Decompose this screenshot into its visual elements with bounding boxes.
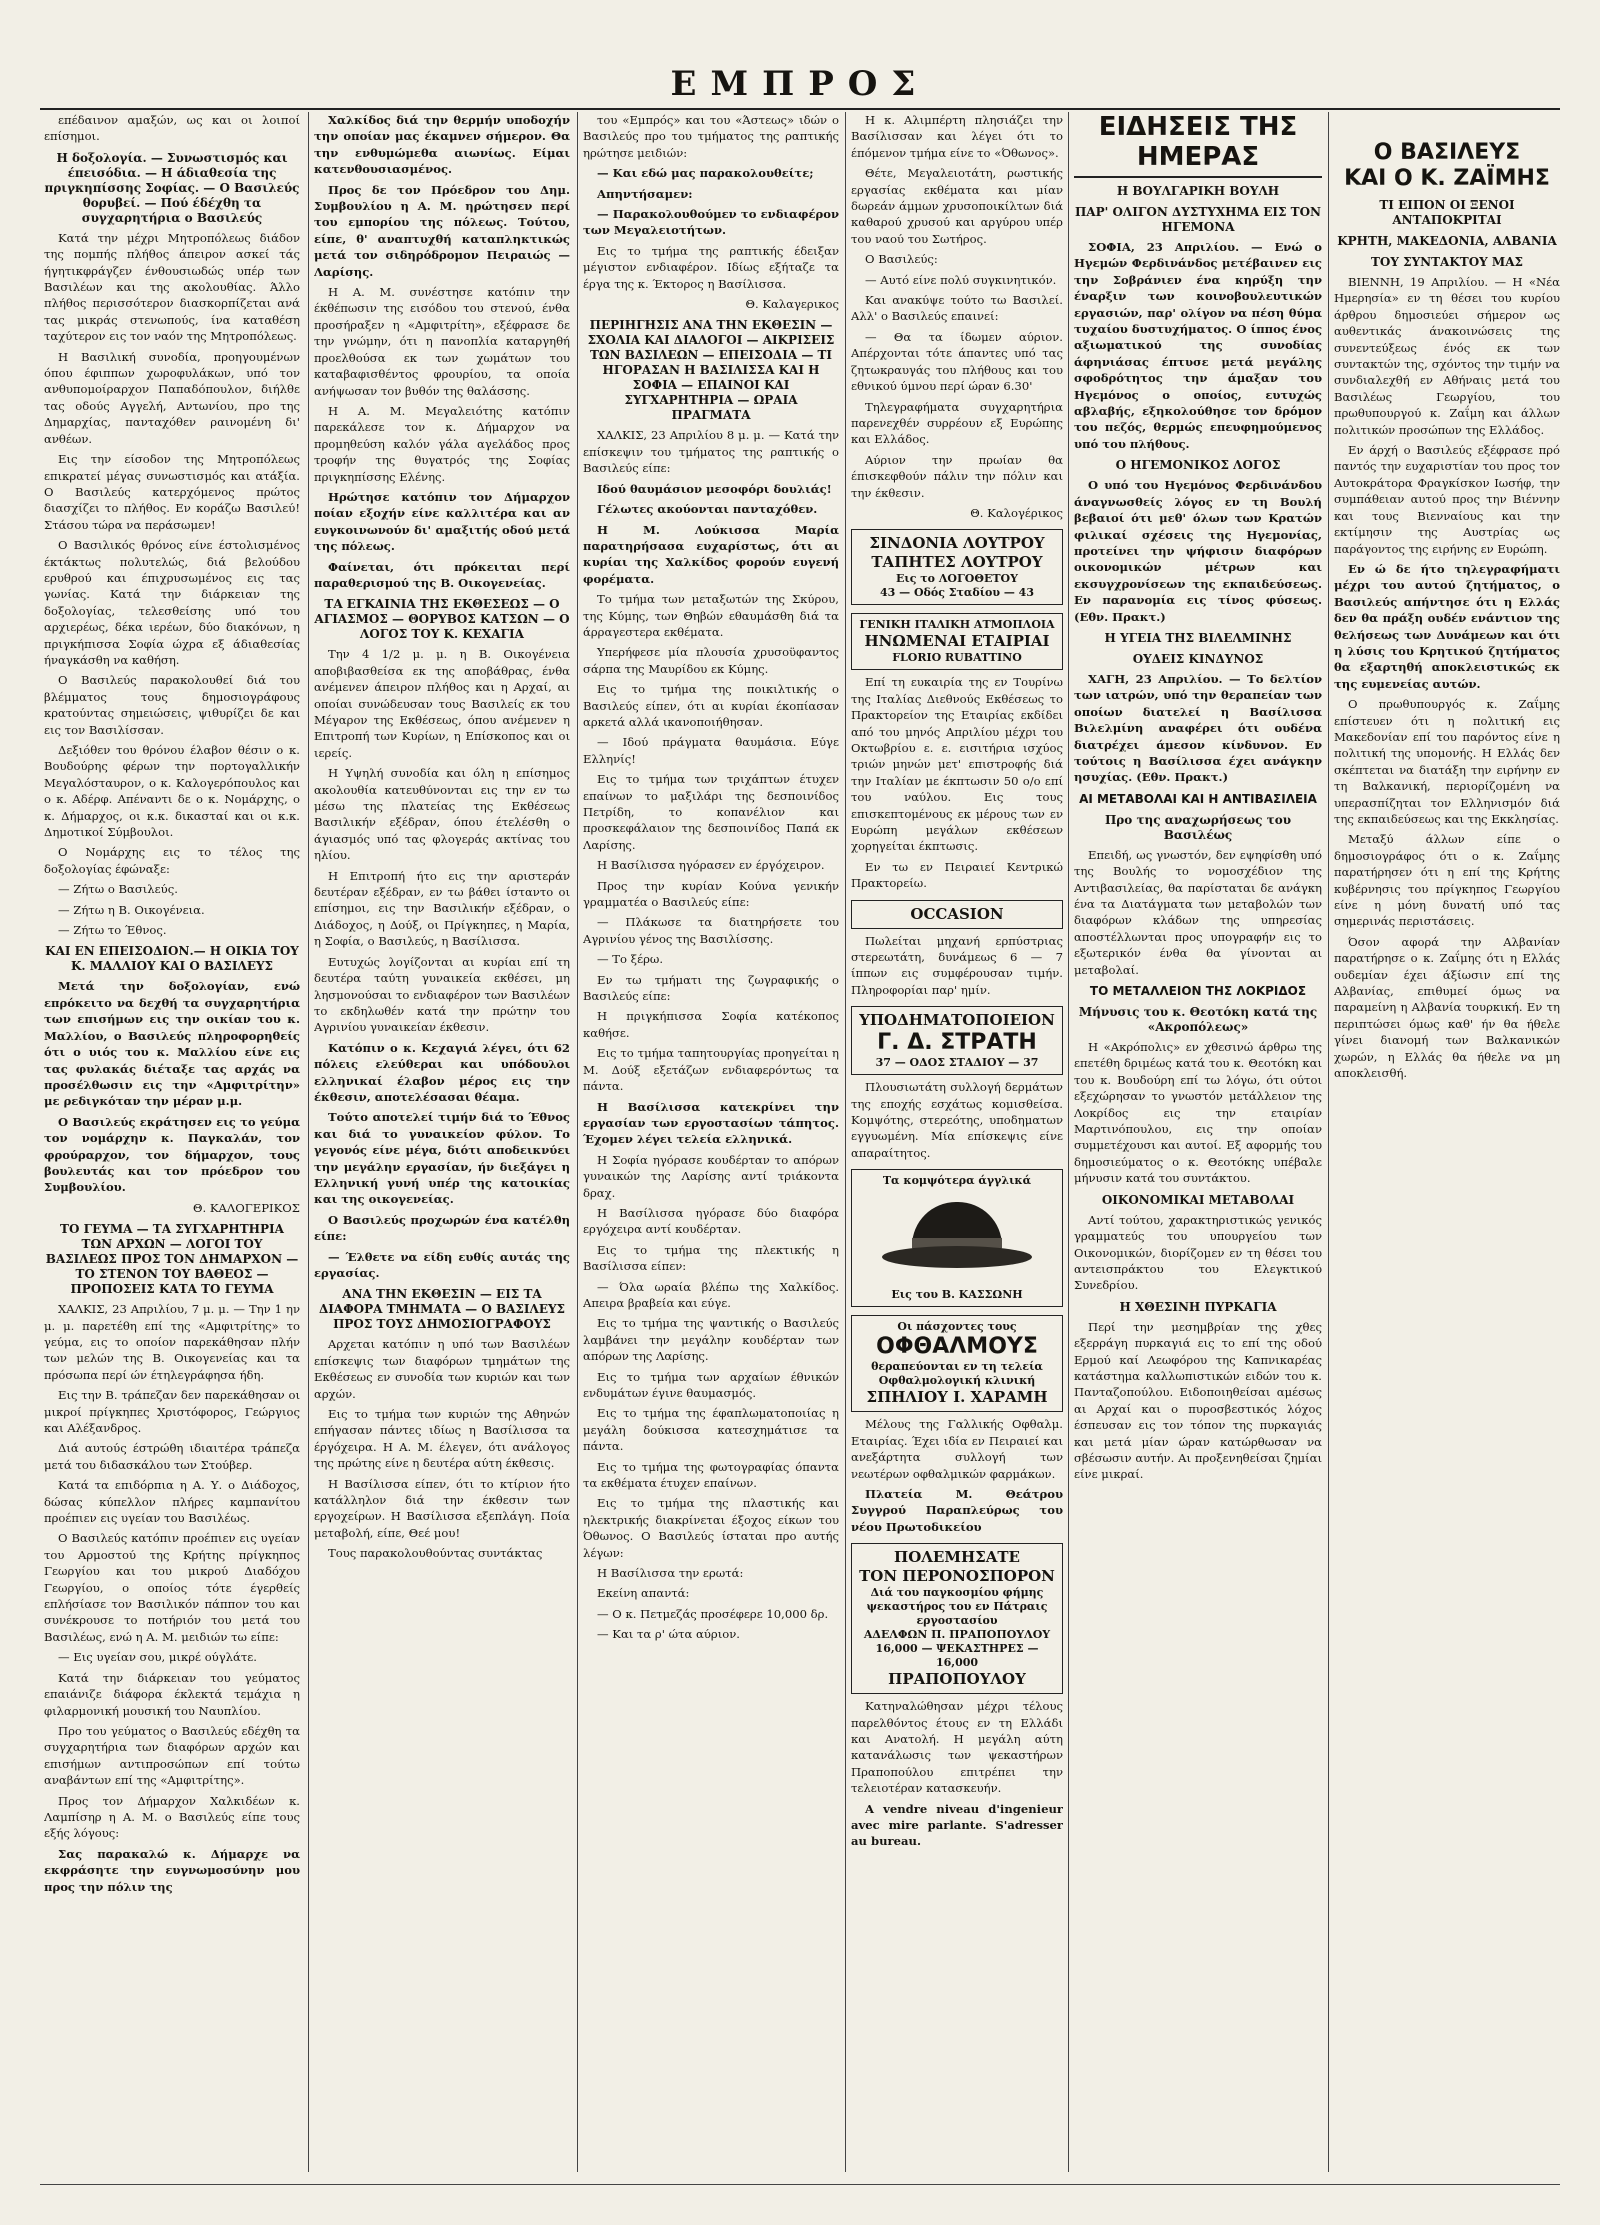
paragraph: Εις το τμήμα των κυριών της Αθηνών επήγασαν πάντες ιδίως η Βασίλισσα τα έργόχειρα. Η Α. Μ. έλεγεν, ότι ανάλογος της πρώτης είνε η δευτέρα αύτη έκθεσις. — [314, 1407, 570, 1471]
signature: Θ. ΚΑΛΟΓΕΡΙΚΟΣ — [192, 1200, 300, 1215]
ad-subtitle: Εις του Β. ΚΑΣΣΩΝΗ — [891, 1288, 1023, 1302]
advertisement-box — [851, 529, 1063, 605]
paragraph: Κατά τα επιδόρπια η Α. Υ. ο Διάδοχος, δώσας κύπελλον πλήρες καμπανίτου προέπιεν εις υγείαν του Βασιλέως. — [44, 1478, 300, 1526]
paragraph: Η Βασίλισσα ηγόρασεν εν έργόχειρον. — [597, 858, 825, 873]
hat-icon — [882, 1198, 1032, 1278]
paragraph: Φαίνεται, ότι πρόκειται περί παραθερισμού της Β. Οικογενείας. — [314, 559, 570, 590]
section-heading: ΠΕΡΙΗΓΗΣΙΣ ΑΝΑ ΤΗΝ ΕΚΘΕΣΙΝ — ΣΧΟΛΙΑ ΚΑΙ ΔΙΑΛΟΓΟΙ — ΑΙΚΡΙΣΕΙΣ ΤΩΝ ΒΑΣΙΛΕΩΝ — ΕΠΕΙΣΟΔΙΑ — ΤΙ ΗΓΟΡΑΣΑΝ Η ΒΑΣΙΛΙΣΣΑ ΚΑΙ Η ΣΟΦΙΑ — ΕΠΑΙΝΟΙ ΚΑΙ ΣΥΓΧΑΡΗΤΗΡΙΑ — ΩΡΑΙΑ ΠΡΑΓΜΑΤΑ — [587, 318, 835, 423]
column-2 — [314, 112, 570, 2172]
ad-title: ΠΡΑΠΟΠΟΥΛΟΥ — [888, 1670, 1026, 1689]
paragraph: Η Βασίλισσα κατεκρίνει την εργασίαν των εργοστασίων τάπητος. Έχομεν λέγει τελεία ελληνικά. — [583, 1099, 839, 1147]
paragraph: Ηρώτησε κατόπιν τον Δήμαρχον ποίαν εξοχήν είνε καλλιτέρα και αν ευγκοινωνούν δι' αμαξιτής οδού μετά της πόλεως. — [314, 489, 570, 554]
paragraph: Εις την Β. τράπεζαν δεν παρεκάθησαν οι μικροί πρίγκηπες Χριστόφορος, Γεώργιος και Αλέξανδρος. — [44, 1388, 300, 1435]
advertisement-box — [851, 1543, 1063, 1694]
ad-title: ΠΟΛΕΜΗΣΑΤΕ — [894, 1548, 1020, 1567]
section-heading: ΤΟ ΓΕΥΜΑ — ΤΑ ΣΥΓΧΑΡΗΤΗΡΙΑ ΤΩΝ ΑΡΧΩΝ — ΛΟΓΟΙ ΤΟΥ ΒΑΣΙΛΕΩΣ ΠΡΟΣ ΤΟΝ ΔΗΜΑΡΧΟΝ — ΤΟ ΣΤΕΝΟΝ ΤΟΥ ΒΑΘΕΟΣ — ΠΡΟΠΟΣΕΙΣ ΚΑΤΑ ΤΟ ΓΕΥΜΑ — [45, 1222, 299, 1297]
paragraph: Χαλκίδος διά την θερμήν υποδοχήν την οποίαν μας έκαμνεν σήμερον. Θα την ενθυμώμεθα αιωνίως. Είμαι κατενθουσιασμένος. — [314, 113, 570, 177]
paragraph: Η πριγκήπισσα Σοφία κατέκοπος καθήσε. — [583, 1009, 839, 1040]
column-3 — [583, 112, 839, 2172]
section-subheading: ΠΑΡ' ΟΛΙΓΟΝ ΔΥΣΤΥΧΗΜΑ ΕΙΣ ΤΟΝ ΗΓΕΜΟΝΑ — [1074, 205, 1322, 234]
paragraph: Τους παρακολουθούντας συντάκτας — [328, 1546, 543, 1561]
paragraph: Εν τω τμήματι της ζωγραφικής ο Βασιλεύς είπε: — [583, 972, 839, 1004]
paragraph: Εις το τμήμα της πλεκτικής η Βασίλισσα είπεν: — [583, 1242, 839, 1274]
ad-title: ΤΟΝ ΠΕΡΟΝΟΣΠΟΡΟΝ — [859, 1567, 1055, 1586]
paragraph: Ο Βασιλικός θρόνος είνε έστολισμένος έκτάκτως πολυτελώς, διά βελούδου ερυθρού και έπιχρυσωμένος εις τας γωνίας. Κατά την διάρκειαν της δοξολογίας, τελεσθείσης υπό του αρχιερέως, δέκα ιερέων, δύο διακόνων, η πριγκήπισσα Σοφία ώχρα εξ άδιαθεσίας ήναγκάσθη να καθήση. — [44, 538, 300, 667]
paragraph: Μετά την δοξολογίαν, ενώ επρόκειτο να δεχθή τα συγχαρητήρια των επισήμων εις την οικίαν του κ. Μαλλίου, ο Βασιλεύς πληροφορηθείς ότι ο υιός του κ. Μαλλίου είνε εις τας φυλακάς διέταξε τας αρχάς να προσέλθωσιν εις την «Αμφιτρίτην» με ρεδιγκόταν την μέραν μ.μ. — [44, 979, 300, 1109]
paragraph: Ο υπό του Ηγεμόνος Φερδινάνδου άναγνωσθείς λόγος εν τη Βουλή βεβαιοί ότι μεθ' όλων των Κρατών φιλικαί σχέσεις της Ηγεμονίας, προτείνει την ψήφισιν διαφόρων οικονομικών μέτρων και εκσυγχρονίσεων της εκπαιδεύσεως. Εν παρανομία εις τίνος φύσεως. (Εθν. Πρακτ.) — [1074, 478, 1322, 624]
cheer-line: — Ζήτω η Β. Οικογένεια. — [58, 902, 205, 917]
section-heading: Η ΒΟΥΛΓΑΡΙΚΗ ΒΟΥΛΗ — [1116, 184, 1280, 198]
signature: Θ. Καλαγερικος — [745, 297, 839, 312]
paragraph: Ο Νομάρχης εις το τέλος της δοξολογίας έφώναξε: — [44, 845, 300, 876]
ad-title: Οι πάσχοντες τους — [897, 1320, 1017, 1334]
paragraph: — Θα τα ίδωμεν αύριον. Απέρχονται τότε άπαντες υπό τας ζητωκραυγάς του πλήθους και του εθνικού ύμνου περί ώραν 6.30' — [851, 329, 1063, 394]
paragraph: Η Βασίλισσα ηγόρασε δύο διαφόρα εργόχειρα αντί κουδέρταν. — [583, 1205, 839, 1237]
paragraph: Η Α. Μ. συνέστησε κατόπιν την έκθέπωσιν της εισόδου του στενού, ένθα προσήραξεν η «Αμφιτρίτη», εξέφρασε δε την γνώμην, ότι η πανοπλία καταργηθή προελθούσα εκ των χωμάτων του καταβαφισθέντος φρουρίου, τα οποία ανήψωσαν τον βυθόν της θαλάσσης. — [314, 285, 570, 398]
paragraph: Εις το τμήμα των αρχαίων έθνικών ενδυμάτων έγινε θαυμασμός. — [583, 1369, 839, 1400]
king-title: Ο ΒΑΣΙΛΕΥΣ — [1373, 140, 1521, 165]
column-6 — [1334, 112, 1560, 2172]
paragraph: Η Βασίλισσα είπεν, ότι το κτίριον ήτο κατάλληλον διά την έκθεσιν των εργοχείρων. Η Βασίλισσα εξεπλάγη. Ποία μεταβολή, είπε, Θεέ μου! — [314, 1476, 570, 1540]
paragraph: Εν άρχή ο Βασιλεύς εξέφρασε πρό παντός την ευχαριστίαν του προς τον Αυτοκράτορα Φραγκίσκον Ιωσήφ, την συμπάθειαν αυτού προς την Βιέννην και τους Βιενναίους και την εκτίμησιν της Αυστρίας ως παράγοντος της ειρήνης εν Ευρώπη. — [1334, 443, 1560, 556]
paragraph: Εις το τμήμα της πλαστικής και ηλεκτρικής διακρίνεται έξοχος είκων του Όθωνος. Ο Βασιλεύς ίσταται προ αυτής λέγων: — [583, 1496, 839, 1560]
paragraph: Τούτο αποτελεί τιμήν διά το Έθνος και διά το γυναικείον φύλον. Το γεγονός είνε μέγα, διότι αποδεικνύει την μεγάλην εργασίαν, ήν διεξάγει η Ελληνική γυνή υπέρ της κατοικίας και της οικογενείας. — [314, 1110, 570, 1207]
paragraph: — Αυτό είνε πολύ συγκινητικόν. — [865, 272, 1057, 287]
advertisement-box — [851, 613, 1063, 670]
ad-title: ΓΕΝΙΚΗ ΙΤΑΛΙΚΗ ΑΤΜΟΠΛΟΙΑ — [859, 618, 1055, 632]
paragraph: Επί τη ευκαιρία της εν Τουρίνω της Ιταλίας Διεθνούς Εκθέσεως το Πρακτορείον της Εταιρίας εκδίδει από του μηνός Απριλίου μέχρι του Οκτωβρίου ε. ε. εισιτήρια ισχύος τριών μηνών μετ' επιστροφής διά την Ιταλίαν με έκπτωσιν 50 ο/ο επί του ναύλου. Εις τους επισκεπτομένους εκ μέρους των εν Ευρώπη μεγάλων εκθέσεων χορηγείται έκπτωσις. — [851, 675, 1063, 854]
ad-subtitle: Διά του παγκοσμίου φήμης ψεκαστήρος του εν Πάτραις εργοστασίου — [866, 1586, 1048, 1628]
advertisement-box — [851, 1169, 1063, 1307]
column-5 — [1074, 112, 1322, 2172]
paragraph: Η Α. Μ. Μεγαλειότης κατόπιν παρεκάλεσε τον κ. Δήμαρχον να προμηθεύση καλόν γάλα αγελάδος προς τροφήν της θυγατρός της Σοφίας πριγκηπίσσης Ελένης. — [314, 403, 570, 484]
paragraph: ΧΑΛΚΙΣ, 23 Απριλίου 8 μ. μ. — Κατά την επίσκεψιν του τμήματος της ραπτικής ο Βασιλεύς είπε: — [583, 428, 839, 476]
ad-subtitle: Εις το ΛΟΓΟΘΕΤΟΥ — [896, 572, 1018, 586]
paragraph: Η Βασίλισσα την ερωτά: — [597, 1566, 744, 1581]
paragraph: — Όλα ωραία βλέπω της Χαλκίδος. Απειρα βραβεία και εύγε. — [583, 1279, 839, 1310]
paragraph: — Ιδού πράγματα θαυμάσια. Εύγε Ελληνίς! — [583, 735, 839, 766]
ad-title: Τα κομψότερα άγγλικά — [882, 1174, 1032, 1188]
news-of-day-title: ΕΙΔΗΣΕΙΣ ΤΗΣ ΗΜΕΡΑΣ — [1074, 112, 1322, 178]
ad-title: ΟΦΘΑΛΜΟΥΣ — [876, 1334, 1038, 1360]
paragraph: Και ανακύψε τούτο τω Βασιλεί. Αλλ' ο Βασιλεύς επαινεί: — [851, 293, 1063, 324]
paragraph: Σας παρακαλώ κ. Δήμαρχε να εκφράσητε την ευγνωμοσύνην μου προς την πόλιν της — [44, 1846, 300, 1894]
ad-address: 43 — Οδός Σταδίου — 43 — [880, 586, 1034, 600]
paragraph: — Και τα ρ' ώτα αύριον. — [597, 1627, 740, 1642]
paragraph: Απηντήσαμεν: — [597, 186, 693, 201]
section-heading: ΚΑΙ ΕΝ ΕΠΕΙΣΟΔΙΟΝ.— Η ΟΙΚΙΑ ΤΟΥ Κ. ΜΑΛΛΙΟΥ ΚΑΙ Ο ΒΑΣΙΛΕΥΣ — [45, 944, 299, 974]
paragraph: Κατόπιν ο κ. Κεχαγιά λέγει, ότι 62 πόλεις ελεύθεραι και υπόδουλοι ελληνικαί έλαβον μέρος εις την έκθεσιν, αποτελέσασαι θέαμα. — [314, 1040, 570, 1104]
cheer-line: — Ζήτω το Έθνος. — [58, 923, 167, 938]
paragraph: Ο Βασιλεύς παρακολουθεί διά του βλέμματος τους δημοσιογράφους κρατούντας σημειώσεις, ψιθυρίζει δε και εις τον Βασιλίσσαν. — [44, 673, 300, 737]
paragraph: Η Βασιλική συνοδία, προηγουμένων όπου έφιππων χωροφυλάκων, υπό τον ανθυπομοίραρχον Παπαδόπουλον, διήλθε τας οδούς Αγγελή, Αντωνίου, προ της Δημαρχίας, πανταχόθεν ραινομένη δι' ανθέων. — [44, 349, 300, 446]
paragraph: Κατηναλώθησαν μέχρι τέλους παρελθόντος έτους εν τη Ελλάδι και Ανατολή. Η μεγάλη αύτη κατανάλωσις των ψεκαστήρων Πραποπούλου επιτρέπει την τελειοτέραν κατασκευήν. — [851, 1699, 1063, 1796]
paragraph: επέδαινον αμαξών, ως και οι λοιποί επίσημοι. — [44, 113, 300, 144]
paragraph: Εν τω εν Πειραιεί Κεντρικώ Πρακτορείω. — [851, 859, 1063, 891]
paragraph: — Πλάκωσε τα διατηρήσετε του Αγρινίου γένος της Βασιλίσσης. — [583, 915, 839, 946]
paragraph: ΧΑΛΚΙΣ, 23 Απριλίου, 7 μ. μ. — Την 1 ην μ. μ. παρετέθη επί της «Αμφιτρίτης» το γεύμα, εις το οποίον παρεκάθησαν πλήν των μελών της Β. Οικογενείας και τα πρόσωπα περί ών έτηλεγράφησα ήδη. — [44, 1302, 300, 1382]
paragraph: Εις το τμήμα ταπητουργίας προηγείται η Μ. Δούξ εξετάζων ενδιαφερόντως τα πάντα. — [583, 1046, 839, 1094]
column-rule — [1068, 112, 1069, 2172]
paragraph: A vendre niveau d'ingenieur avec mire parlante. S'adresser au bureau. — [851, 1801, 1063, 1849]
paragraph: Επειδή, ως γνωστόν, δεν εψηφίσθη υπό της Βουλής το νομοσχέδιον της Αντιβασιλείας, θα παρίσταται δε ανάγκη ένα τα Διατάγματα των μεταβολών των διαφόρων κλάδων της υπηρεσίας αποστέλλωνται προς υπογραφήν εις το εξωτερικόν ένθα θα γίνονται αι μεταβολαί. — [1074, 847, 1322, 977]
ad-title: ΣΠΗΛΙΟΥ Ι. ΧΑΡΑΜΗ — [866, 1388, 1048, 1407]
paragraph: Η Επιτροπή ήτο εις την αριστεράν δευτέραν εξέδραν, εν τω βάθει ίσταντο οι επίσημοι, εις την Βασιλικήν εξέδραν, ο Διάδοχος, η Δούξ, οι Πρίγκηπες, η Μαρία, η Σοφία, ο Βασιλεύς, η Βασίλισσα. — [314, 868, 570, 949]
paragraph: Εις το τμήμα της ραπτικής έδειξαν μέγιστον ενδιαφέρον. Ιδίως εξήταζε τα έργα της κ. Έκτορος η Βασίλισσα. — [583, 243, 839, 291]
paragraph: — Ο κ. Πετμεζάς προσέφερε 10,000 δρ. — [597, 1606, 829, 1621]
section-heading: ΤΟ ΜΕΤΑΛΛΕΙΟΝ ΤΗΣ ΛΟΚΡΙΔΟΣ — [1089, 984, 1307, 999]
advertisement-box — [851, 900, 1063, 929]
section-subheading: Μήνυσις του κ. Θεοτόκη κατά της «Ακροπόλεως» — [1078, 1005, 1318, 1035]
paragraph: Ιδού θαυμάσιον μεσοφόρι δουλιάς! — [597, 481, 832, 496]
paragraph: Όσον αφορά την Αλβανίαν παρατήρησε ο κ. Ζαΐμης ότι η Ελλάς ουδεμίαν έχει άξίωσιν επί της Αλβανίας, επιθυμεί όμως να παραμείνη η Αλβανία τουρκική. Εν τη περιπτώσει όμως καθ' ήν θα ήθελε γίνει διανομή των Βαλκανικών χωρών, η Ελλάς θα ήθελε να μη αποκλεισθή. — [1334, 934, 1560, 1081]
column-rule — [1328, 112, 1329, 2172]
masthead-title: ΕΜΠΡΟΣ — [670, 64, 930, 104]
paragraph: Η «Ακρόπολις» εν χθεσινώ άρθρω της επετέθη δριμέως κατά του κ. Θεοτόκη και του κ. Βουδούρη επί τω λόγω, ότι ούτοι εξεχώρησαν το γνωστόν μετάλλειον της Λοκρίδος εις την εταιρίαν Μαρτινόπουλου, εις την οποίαν συμμετέχουσι και αυτοί. Εξ αφορμής του δημοσιεύματος ο κ. Θεοτόκης υπέβαλε μήνυσιν κατά του συντάκτου. — [1074, 1040, 1322, 1186]
paragraph: ΧΑΓΗ, 23 Απριλίου. — Το δελτίον των ιατρών, υπό την θεραπείαν των οποίων διατελεί η Βασίλισσα Βιλελμίνη αναφέρει ότι ουδένα διατρέχει άμεσον κίνδυνον. Εν τούτοις η Βασίλισσα έχει ανάγκην ησυχίας. (Εθν. Πρακτ.) — [1074, 671, 1322, 785]
advertisement-box — [851, 1315, 1063, 1412]
paragraph: Εις το τμήμα της ποικιλτικής ο Βασιλεύς είπεν, ότι αι κυρίαι έκοπίασαν αρκετά αλλά ικανοποιήθησαν. — [583, 682, 839, 729]
page-footer-rule — [40, 2184, 1560, 2185]
paragraph: Εις το τμήμα της έφαπλωματοποιίας η μεγάλη δούκισσα κατεσχημάτισε τα πάντα. — [583, 1406, 839, 1454]
paragraph: Ο Βασιλεύς κατόπιν προέπιεν εις υγείαν του Αρμοστού της Κρήτης πρίγκηπος Γεωργίου και του μικρού Διαδόχου Γεωργίου, ο οποίος τότε έγερθείς επλήσίασε τον Βασιλικόν πάππον του και συνέκρουσε το ποτήριόν του μετά του Βασιλέως, ενώ η Α. Μ. μειδιών τω είπε: — [44, 1531, 300, 1644]
ad-subtitle: ΑΔΕΛΦΩΝ Π. ΠΡΑΠΟΠΟΥΛΟΥ — [863, 1628, 1051, 1642]
section-subheading: Προ της αναχωρήσεως του Βασιλέως — [1104, 812, 1292, 842]
section-heading: Η ΥΓΕΙΑ ΤΗΣ ΒΙΛΕΛΜΙΝΗΣ — [1104, 630, 1292, 645]
paragraph: Θέτε, Μεγαλειοτάτη, ρωστικής εργασίας εκθέματα και μίαν δωρεάν άμμων χρυσοποικίλτων διά καθαρού χρυσού και αργύρου υπέρ του ναού του Σωτήρος. — [851, 166, 1063, 246]
paragraph: ΒΙΕΝΝΗ, 19 Απριλίου. — Η «Νέα Ημερησία» εν τη θέσει του κυρίου άρθρου δημοσιεύει σήμερον ως αυθεντικάς άνακοινώσεις της συνεντεύξεως ένός εκ των συντακτών της, σχόντος την τιμήν να συνδιαλεχθή εν Αθήναις μετά του Βασιλέως Γεωργίου, του πρωθυπουργού κ. Ζαΐμη και άλλων πολιτικών προσώπων της Ελλάδος. — [1334, 275, 1560, 437]
ad-subtitle: θεραπεύονται εν τη τελεία Οφθαλμολογική κλινική — [871, 1360, 1043, 1388]
paragraph: Εις το τμήμα της ψαντικής ο Βασιλεύς λαμβάνει την μεγάλην κουδέρταν των απόρων της Λαρίσης. — [583, 1316, 839, 1364]
section-subheading: ΟΥΔΕΙΣ ΚΙΝΔΥΝΟΣ — [1132, 651, 1264, 666]
paragraph: Υπερήφεσε μία πλουσία χρυσοϋφαντος σάρπα της Μαυρίδου εκ Κύμης. — [583, 645, 839, 676]
section-subheading: ΤΟΥ ΣΥΝΤΑΚΤΟΥ ΜΑΣ — [1370, 255, 1524, 269]
paragraph: Η κ. Αλιμπέρτη πλησιάζει την Βασίλισσαν και λέγει ότι το έπόμενον τμήμα είνε το «Όθωνος». — [851, 113, 1063, 160]
column-rule — [845, 112, 846, 2172]
paragraph: Προς τον Δήμαρχον Χαλκιδέων κ. Λαμπίσηρ η Α. Μ. ο Βασιλεύς είπε τους εξής λόγους: — [44, 1793, 300, 1841]
masthead — [40, 60, 1560, 110]
section-heading: ΟΙΚΟΝΟΜΙΚΑΙ ΜΕΤΑΒΟΛΑΙ — [1101, 1192, 1295, 1207]
section-subheading: ΤΙ ΕΙΠΟΝ ΟΙ ΞΕΝΟΙ ΑΝΤΑΠΟΚΡΙΤΑΙ — [1379, 198, 1515, 227]
paragraph: Προς δε τον Πρόεδρον του Δημ. Συμβουλίου η Α. Μ. ηρώτησεν περί του εμπορίου της πόλεως. Τούτου, είπε, θ' αναπτυχθή καταπληκτικώς μετά τον σιδηρόδρομον Πειραιώς — Λαρίσης. — [314, 182, 570, 279]
paragraph: Ο πρωθυπουργός κ. Ζαΐμης επίστευεν ότι η πολιτική εις Μακεδονίαν επί του παρόντος είνε η πολιτική της υπομονής. Η Ελλάς δεν σκέπτεται να διατάξη την ειρήνην εν τη Βαλκανική, περιορίζομένη να υπερασπίζηται τον Ελληνισμόν διά της εκπαιδεύσεως και της Εκκλησίας. — [1334, 697, 1560, 826]
paragraph: Πλατεία Μ. Θεάτρου Συγγρού Παραπλεύρως του νέου Πρωτοδικείου — [851, 1486, 1063, 1534]
paragraph: Εις το τμήμα των τριχάπτων έτυχεν επαίνων το μαξιλάρι της δεσποινίδος Πετρίδη, το κοπανέλιον και προσκεφάλαιον της δεσποινίδος Παπά εκ Λαρίσης. — [583, 772, 839, 852]
column-4 — [851, 112, 1063, 2172]
ad-title: Γ. Δ. ΣΤΡΑΤΗ — [877, 1030, 1037, 1056]
paragraph: Κατά την διάρκειαν του γεύματος επαιάνιζε διάφορα έκλεκτά τεμάχια η φιλαρμονική μουσική του Ναυπλίου. — [44, 1670, 300, 1718]
advertisement-box — [851, 1006, 1063, 1075]
ad-subtitle: FLORIO RUBATTINO — [892, 651, 1022, 665]
paragraph: Εκείνη απαντά: — [597, 1586, 690, 1601]
section-heading: Ο ΗΓΕΜΟΝΙΚΟΣ ΛΟΓΟΣ — [1115, 458, 1281, 473]
paragraph: Την 4 1/2 μ. μ. η Β. Οικογένεια αποβιβασθείσα εκ της αποβάθρας, ένθα ανέμενεν άπειρον πλήθος και η Αρχαί, αι οποίαι συνώδευσαν τους Βασιλείς εκ του Μέγαρον της Εκθέσεως, όπου ανέμενεν η Επιτροπή των Κυρίων, η Επίσκοπος και οι ιερείς. — [314, 647, 570, 760]
paragraph: Πλουσιωτάτη συλλογή δερμάτων της εποχής εσχάτως κομισθείσα. Κομψότης, στερεότης, υποδηματων εγγυωμένη. Μία επίσκεψις είνε απαραίτητος. — [851, 1080, 1063, 1160]
paragraph: Μέλους της Γαλλικής Οφθαλμ. Εταιρίας. Έχει ιδία εν Πειραιεί και ανεξάρτητα συλλογή των νεωτέρων οφθαλμικών φαρμάκων. — [851, 1417, 1063, 1481]
paragraph: Περί την μεσημβρίαν της χθες εξερράγη πυρκαγιά εις το επί της οδού Ερμού καί Λεωφόρου της Καπνικαρέας κατάστημα καλλωπιστικών ειδών του κ. Πανταζοπούλου. Ειδοποιηθείσαι αμέσως αι Αρχαί και ο πυροσβεστικός λόχος έσπευσαν εις τον τόπον της πυρκαγιάς και μετά μίαν ώραν κατώρθωσαν να σβέσωσιν αυτήν. Αι προξενηθείσαι ζημίαι είνε μικραί. — [1074, 1319, 1322, 1482]
paragraph: Κατά την μέχρι Μητροπόλεως διάδον της πομπής πλήθος άπειρον ασκεί τάς ήγητικφράγζεν ένθουσιωδώς υπέρ των Βασιλέων και της ακολουθίας. Άλλο πλήθος περισσότερον διασκορπίζεται ανά τας μικράς στενωπούς, ίνα καταθέση ταχύτερον εις τον ναόν της Μητροπόλεως. — [44, 230, 300, 344]
ad-title: ΤΑΠΗΤΕΣ ΛΟΥΤΡΟΥ — [871, 553, 1043, 572]
paragraph: Η Υψηλή συνοδία και όλη η επίσημος ακολουθία κατευθύνονται εις την εν τω μέσω της πλατείας της Εκθέσεως Βασιλικήν εξέδραν, όπου έτελέσθη ο άγιασμός υπό τας φλογεράς ακτίνας του ηλίου. — [314, 766, 570, 863]
paragraph: Αρχεται κατόπιν η υπό των Βασιλέων επίσκεψις των διαφόρων τμημάτων της Εκθέσεως εν συνοδία των κυριών και των αρχών. — [314, 1337, 570, 1401]
paragraph: — Έλθετε να είδη ευθίς αυτάς της εργασίας. — [314, 1249, 570, 1280]
ad-address: 37 — ΟΔΟΣ ΣΤΑΔΙΟΥ — 37 — [875, 1056, 1039, 1070]
paragraph: Ευτυχώς λογίζονται αι κυρίαι επί τη δευτέρα ταύτη γυναικεία εκθέσει, μη λησμονούσαι το ενδιαφέρον των Βασιλέων το εκδηλωθέν κατά την πρώτην του Αγρινίου γυναικείαν έκθεσιν. — [314, 954, 570, 1035]
paragraph: Εν ώ δε ήτο τηλεγραφήματι μέχρι του αυτού ζητήματος, ο Βασιλεύς απήντησε ότι η Ελλάς δεν θα πράξη ουδέν ενάντιον της θελήσεως των Δυνάμεων και ότι η λύσις του Κρητικού ζητήματος θα εξαρτηθή αποκλειστικώς εκ της ευμενείας αυτών. — [1334, 561, 1560, 691]
paragraph: Τηλεγραφήματα συγχαρητήρια παρενεχθέν συρρέουν εξ Ευρώπης και Ελλάδος. — [851, 399, 1063, 447]
paragraph: Προ του γεύματος ο Βασιλεύς εδέχθη τα συγχαρητήρια των διαφόρων αρχών και επισήμων αντιπροσώπων επί τούτω αναβάντων επί της «Αμφιτρίτης». — [44, 1723, 300, 1788]
ad-subtitle: 16,000 — ΨΕΚΑΣΤΗΡΕΣ — 16,000 — [875, 1642, 1039, 1670]
paragraph: Πωλείται μηχανή ερπύστριας στερεωτάτη, δυνάμεως 6 — 7 ίππων εις συμφέρουσαν τιμήν. Πληροφορίαι παρ' ημίν. — [851, 933, 1063, 997]
ad-title: OCCASION — [910, 904, 1004, 923]
section-heading: Η ΧΘΕΣΙΝΗ ΠΥΡΚΑΓΙΑ — [1119, 1299, 1277, 1314]
cheer-line: — Ζήτω ο Βασιλεύς. — [58, 882, 178, 897]
paragraph: Μεταξύ άλλων είπε ο δημοσιογράφος ότι ο κ. Ζαΐμης παρατήρησεν ότι η επί της Κρήτης κυβέρνησις του πρίγκηπος Γεωργίου είνε η μόνη δυνατή υπό τας σημερινάς περιστάσεις. — [1334, 832, 1560, 929]
paragraph: Ο Βασιλεύς προχωρών ένα κατέλθη είπε: — [314, 1212, 570, 1244]
paragraph: Εις την είσοδον της Μητροπόλεως επικρατεί μέγας συνωστισμός και ατάξία. Ο Βασιλεύς κατερχόμενος πρώτος διασχίζει το πλήθος. Εν κοράζω Βασιλεύ! Στάσου τώρα να περάσωμεν! — [44, 452, 300, 532]
paragraph: Το τμήμα των μεταξωτών της Σκύρου, της Κύμης, των Θηβών εθαυμάσθη διά τα άρραγεστερα εκθέματα. — [583, 592, 839, 639]
paragraph: ΣΟΦΙΑ, 23 Απριλίου. — Ενώ ο Ηγεμών Φερδινάνδος μετέβαινεν εις την Σοβράνιεν ένα κηρύξη την έναρξιν των κοινοβουλευτικών εργασιών, παρ' ολίγον να πέση θύμα τυχαίου δυστυχήματος. Ο ίππος ένος αξιωματικού της συνοδίας άφηνιάσας έπτυσε μετά μεγάλης σφοδρότητος την άμαξαν του Ηγεμόνος ο οποίος, ευτυχώς αβλαβής, εξηκολούθησε τον δρόμον του πεζός, θερμώς επευφημούμενος υπό του πλήθους. — [1074, 240, 1322, 451]
section-heading: ΑΝΑ ΤΗΝ ΕΚΘΕΣΙΝ — ΕΙΣ ΤΑ ΔΙΑΦΟΡΑ ΤΜΗΜΑΤΑ — Ο ΒΑΣΙΛΕΥΣ ΠΡΟΣ ΤΟΥΣ ΔΗΜΟΣΙΟΓΡΑΦΟΥΣ — [318, 1287, 566, 1332]
paragraph: Η Σοφία ηγόρασε κουδέρταν το απόρων γυναικών της Λαρίσης αντί τριάκοντα δραχ. — [583, 1152, 839, 1200]
paragraph: Προς την κυρίαν Κούνα γενικήν γραμματέα ο Βασιλεύς είπε: — [583, 878, 839, 910]
paragraph: Γέλωτες ακούονται πανταχόθεν. — [597, 502, 818, 517]
paragraph: Διά αυτούς έστρώθη ιδιαιτέρα τράπεζα μετά του διδασκάλου των Στούβερ. — [44, 1441, 300, 1472]
paragraph: — Εις υγείαν σου, μικρέ ούγλάτε. — [58, 1650, 257, 1665]
paragraph: — Και εδώ μας παρακολουθείτε; — [597, 166, 814, 181]
paragraph: Αύριον την πρωίαν θα έπισκεφθούν πάλιν την πόλιν και την έκθεσιν. — [851, 452, 1063, 500]
ad-title: ΥΠΟΔΗΜΑΤΟΠΟΙΕΙΟΝ — [859, 1011, 1055, 1030]
paragraph: Αντί τούτου, χαρακτηριστικώς γενικός γραμματεύς του υπουργείου των Οικονομικών, διορίζομεν εν τη θέσει του αντεισπράκτου του Ελεγκτικού Συνεδρίου. — [1074, 1212, 1322, 1293]
paragraph: — Το ξέρω. — [597, 952, 664, 967]
section-heading: ΤΑ ΕΓΚΑΙΝΙΑ ΤΗΣ ΕΚΘΕΣΕΩΣ — Ο ΑΓΙΑΣΜΟΣ — ΘΟΡΥΒΟΣ ΚΑΤΣΩΝ — Ο ΛΟΓΟΣ ΤΟΥ Κ. ΚΕΧΑΓΙΑ — [314, 597, 570, 642]
paragraph: Ο Βασιλεύς: — [865, 252, 938, 267]
ad-title: ΣΙΝΔΟΝΙΑ ΛΟΥΤΡΟΥ — [869, 534, 1045, 553]
paragraph: Εις το τμήμα της φωτογραφίας όπαντα τα εκθέματα έτυχεν επαίνων. — [583, 1459, 839, 1491]
paragraph: Ο Βασιλεύς εκράτησεν εις το γεύμα τον νομάρχην κ. Παγκαλάν, τον φρούραρχον, τον δήμαρχον, τους βουλευτάς και τον πρόεδρον του Συμβουλίου. — [44, 1114, 300, 1195]
paragraph: Η Μ. Λούκισσα Μαρία παρατηρήσασα ευχαρίστως, ότι αι κυρίαι της Χαλκίδος φορούν ευγενή φορέματα. — [583, 522, 839, 586]
king-subtitle: ΚΑΙ Ο Κ. ΖΑΪΜΗΣ — [1344, 166, 1550, 191]
section-heading: ΚΡΗΤΗ, ΜΑΚΕΔΟΝΙΑ, ΑΛΒΑΝΙΑ — [1337, 234, 1557, 248]
column-1 — [44, 112, 300, 2172]
ad-title: ΗΝΩΜΕΝΑΙ ΕΤΑΙΡΙΑΙ — [864, 632, 1050, 651]
signature: Θ. Καλογέρικος — [970, 505, 1063, 520]
paragraph: Δεξιόθεν του θρόνου έλαβον θέσιν ο κ. Βουδούρης φέρων την πορτογαλλικήν Μεγαλόσταυρον, ο κ. Καλογερόπουλος και ο κ. Αδέρφ. Απέναντι δε ο κ. Νομάρχης, ο κ. Δήμαρχος, οι κ.κ. δικασταί και οι κ.κ. Δημοτικοί Σύμβουλοι. — [44, 743, 300, 840]
paragraph: — Παρακολουθούμεν το ενδιαφέρον των Μεγαλειοτήτων. — [583, 207, 839, 238]
section-heading: Η δοξολογία. — Συνωστισμός και έπεισόδια. — Η άδιαθεσία της πριγκηπίσσης Σοφίας. — Ο Βασιλεύς θορυβεί. — Πού έδέχθη τα συγχαρητήρια ο Βασιλεύς — [44, 150, 300, 225]
column-rule — [308, 112, 309, 2172]
column-rule — [577, 112, 578, 2172]
paragraph: του «Εμπρός» και του «Άστεως» ιδών ο Βασιλεύς προ του τμήματος της ραπτικής ηρώτησε μειδιών: — [583, 113, 839, 160]
section-heading: ΑΙ ΜΕΤΑΒΟΛΑΙ ΚΑΙ Η ΑΝΤΙΒΑΣΙΛΕΙΑ — [1079, 791, 1317, 806]
